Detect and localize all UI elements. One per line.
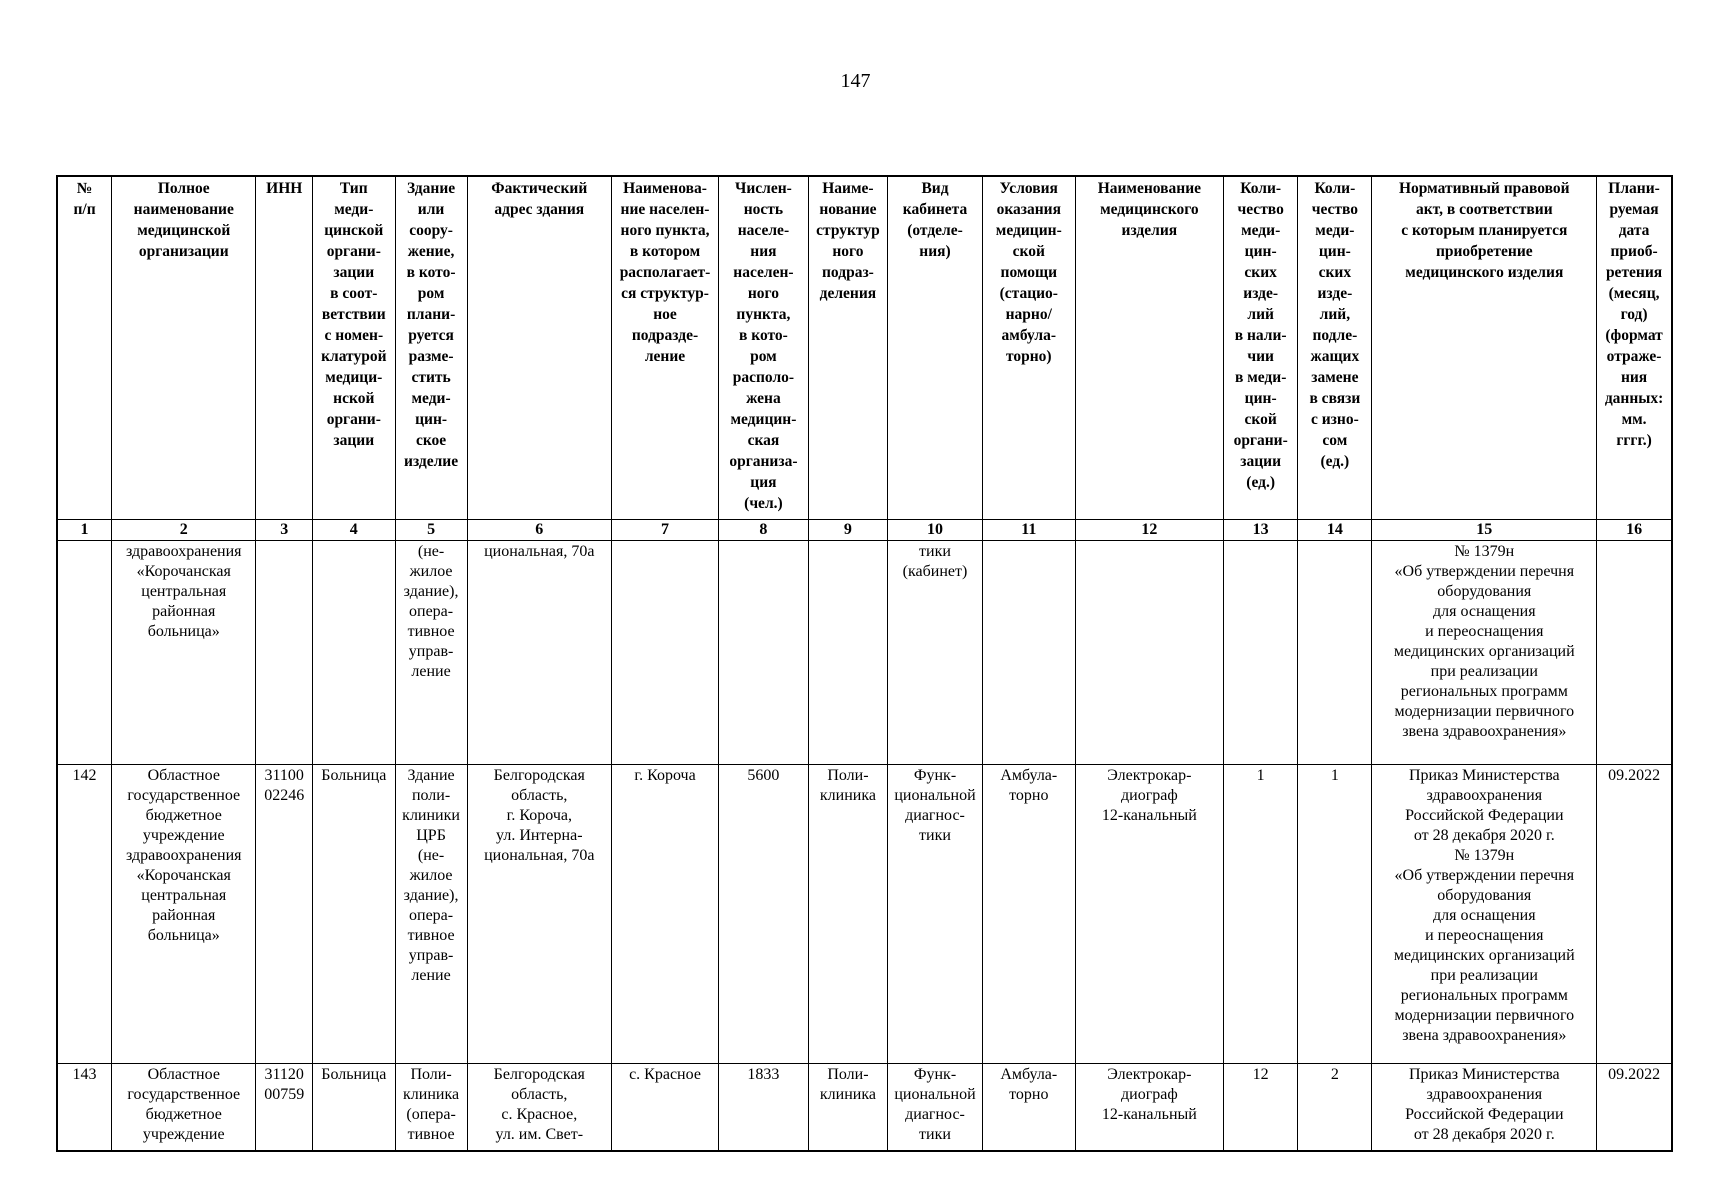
header-cell: Коли- чество меди- цин- ских изде- лий в нали- чии в меди- цин- ской органи- зации (ед.) [1224, 176, 1298, 520]
table-cell [611, 541, 718, 765]
table-cell: Поли- клиника (опера- тивное [395, 1064, 467, 1152]
header-cell: Наименова- ние населен- ного пункта, в котором располагает- ся структур- ное подразде- ление [611, 176, 718, 520]
equipment-table [56, 175, 1673, 1152]
column-number: 16 [1597, 520, 1672, 541]
table-cell: Амбула- торно [982, 765, 1075, 1064]
table-cell: здравоохранения «Корочанская центральная районная больница» [112, 541, 256, 765]
column-number: 9 [808, 520, 887, 541]
header-cell: Наименование медицинского изделия [1075, 176, 1223, 520]
column-number: 1 [57, 520, 112, 541]
table-cell [982, 541, 1075, 765]
header-cell: № п/п [57, 176, 112, 520]
header-cell: Фактический адрес здания [467, 176, 611, 520]
table-cell: 142 [57, 765, 112, 1064]
table-cell: Функ- циональной диагнос- тики [888, 765, 983, 1064]
table-cell: 09.2022 [1597, 765, 1672, 1064]
table-cell: 31100 02246 [256, 765, 313, 1064]
table-cell: Областное государственное бюджетное учреждение [112, 1064, 256, 1152]
table-cell: Белгородская область, с. Красное, ул. им. Свет- [467, 1064, 611, 1152]
table-cell: Здание поли- клиники ЦРБ (не- жилое здание), опера- тивное управ- ление [395, 765, 467, 1064]
table-cell: Электрокар- диограф 12-канальный [1075, 765, 1223, 1064]
header-cell: Здание или соору- жение, в кото- ром плани- руется разме- стить меди- цин- ское изделие [395, 176, 467, 520]
column-number: 6 [467, 520, 611, 541]
header-cell: Наиме- нование структур ного подраз- деления [808, 176, 887, 520]
header-cell: Нормативный правовой акт, в соответствии с которым планируется приобретение медицинского изделия [1372, 176, 1597, 520]
page-number: 147 [840, 70, 871, 92]
column-number: 3 [256, 520, 313, 541]
column-number: 7 [611, 520, 718, 541]
column-number: 12 [1075, 520, 1223, 541]
table-cell: 1 [1298, 765, 1372, 1064]
table-cell: Приказ Министерства здравоохранения Российской Федерации от 28 декабря 2020 г. [1372, 1064, 1597, 1152]
column-number: 11 [982, 520, 1075, 541]
table-row [57, 541, 1672, 765]
header-cell: Числен- ность населе- ния населен- ного пункта, в кото- ром располо- жена медицин- ская организа- ция (чел.) [719, 176, 809, 520]
header-cell: Вид кабинета (отделе- ния) [888, 176, 983, 520]
table-cell: Белгородская область, г. Короча, ул. Интерна- циональная, 70а [467, 765, 611, 1064]
header-row [57, 176, 1672, 520]
table-row [57, 765, 1672, 1064]
table-cell: тики (кабинет) [888, 541, 983, 765]
table-cell [256, 541, 313, 765]
table-cell: 143 [57, 1064, 112, 1152]
table-cell [313, 541, 395, 765]
column-number: 2 [112, 520, 256, 541]
table-cell: г. Короча [611, 765, 718, 1064]
table-cell: (не- жилое здание), опера- тивное управ- ление [395, 541, 467, 765]
header-cell: Тип меди- цинской органи- зации в соот- ветствии с номен- клатурой медици- нской органи- зации [313, 176, 395, 520]
table-cell: Больница [313, 1064, 395, 1152]
table-cell: 31120 00759 [256, 1064, 313, 1152]
table-cell: № 1379н «Об утверждении перечня оборудования для оснащения и переоснащения медицинских организаций при реализации региональных программ модернизации первичного звена здравоохранения» [1372, 541, 1597, 765]
column-number: 13 [1224, 520, 1298, 541]
table-cell [57, 541, 112, 765]
table-cell: Областное государственное бюджетное учреждение здравоохранения «Корочанская центральная районная больница» [112, 765, 256, 1064]
table-cell: Амбула- торно [982, 1064, 1075, 1152]
table-cell: Функ- циональной диагнос- тики [888, 1064, 983, 1152]
table-cell: Электрокар- диограф 12-канальный [1075, 1064, 1223, 1152]
table-cell: Больница [313, 765, 395, 1064]
header-cell: Коли- чество меди- цин- ских изде- лий, подле- жащих замене в связи с изно- сом (ед.) [1298, 176, 1372, 520]
table-cell: 2 [1298, 1064, 1372, 1152]
header-cell: ИНН [256, 176, 313, 520]
header-cell: Условия оказания медицин- ской помощи (стацио- нарно/ амбула- торно) [982, 176, 1075, 520]
column-number: 10 [888, 520, 983, 541]
table-cell [1597, 541, 1672, 765]
table-cell [1224, 541, 1298, 765]
table-row [57, 1064, 1672, 1152]
header-cell: Полное наименование медицинской организации [112, 176, 256, 520]
header-cell: Плани- руемая дата приоб- ретения (месяц, год) (формат отраже- ния данных: мм. гггг.) [1597, 176, 1672, 520]
column-number-row [57, 520, 1672, 541]
table-cell: Приказ Министерства здравоохранения Российской Федерации от 28 декабря 2020 г. № 1379н «Об утверждении перечня оборудования для оснащения и переоснащения медицинских организаций при реализации региональных программ модернизации первичного звена здравоохранения» [1372, 765, 1597, 1064]
table-cell: Поли- клиника [808, 1064, 887, 1152]
table-cell [1075, 541, 1223, 765]
table-cell [719, 541, 809, 765]
table-cell [808, 541, 887, 765]
column-number: 15 [1372, 520, 1597, 541]
table-cell: Поли- клиника [808, 765, 887, 1064]
table-cell: 1833 [719, 1064, 809, 1152]
column-number: 8 [719, 520, 809, 541]
table-cell [1298, 541, 1372, 765]
table-cell: 09.2022 [1597, 1064, 1672, 1152]
column-number: 14 [1298, 520, 1372, 541]
column-number: 5 [395, 520, 467, 541]
table-cell: 12 [1224, 1064, 1298, 1152]
table-cell: 5600 [719, 765, 809, 1064]
table-cell: 1 [1224, 765, 1298, 1064]
column-number: 4 [313, 520, 395, 541]
table-cell: с. Красное [611, 1064, 718, 1152]
table-cell: циональная, 70а [467, 541, 611, 765]
